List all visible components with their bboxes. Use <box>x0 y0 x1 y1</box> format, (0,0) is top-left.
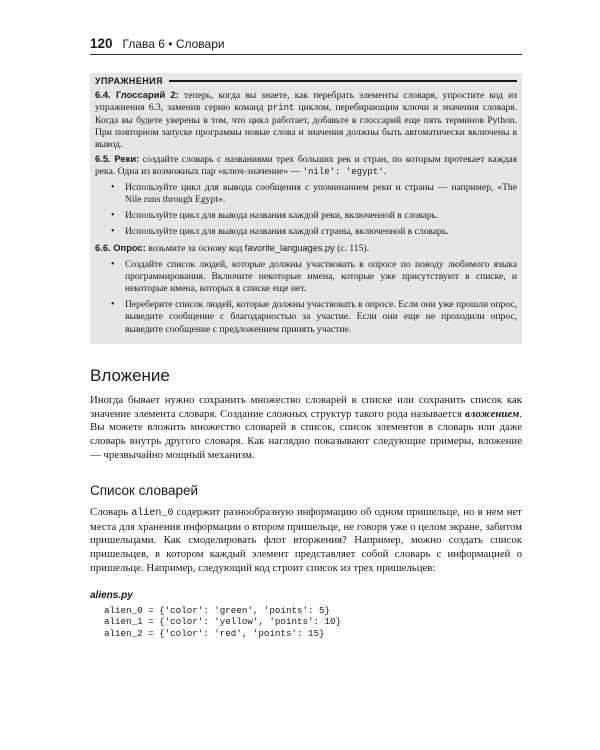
subsection-title: Список словарей <box>90 482 199 498</box>
code-block <box>104 605 522 640</box>
inline-code: alien_0 <box>131 507 174 519</box>
section-title: Вложение <box>90 365 170 385</box>
list-item: • Создайте список людей, которые должны участвовать в опросе по поводу любимого языка программирования. Включите некоторые имена, которые уже присутствуют в списке, и некоторые имена, которых в списке еще нет. <box>125 259 517 296</box>
exercise-6-4: 6.4. Глоссарий 2: теперь, когда вы знаете, как перебрать элементы словаря, упростите код из упражнения 6.3, заменив серию команд print циклом, перебирающим ключи и значения словаря. Когда вы будете уверены в том, что цикл работает, добавьте в глоссарий еще пять терминов Python. При повторном запуске программы новые слова и значения должны быть автоматически включены в вывод. <box>95 89 517 151</box>
list-item: • Используйте цикл для вывода названия каждой реки, включенной в словарь. <box>125 210 517 222</box>
subsection-paragraph: Словарь alien_0 содержит разнообразную информацию об одном пришельце, но в нем нет места для хранения информации о втором пришельце, не говоря уже о целом экране, забитом пришельцами. Как смоделировать флот вторжения? Например, можно создать список пришельцев, в котором каждый элемент представляет собой словарь с информацией о пришельце. Например, следующий код строит список из трех пришельцев: <box>90 505 522 575</box>
book-page <box>90 36 522 640</box>
list-item: • Используйте цикл для вывода названия каждой страны, включенной в словарь. <box>125 226 517 238</box>
exercise-6-5: 6.5. Реки: создайте словарь с названиями трех больших рек и стран, по которым протекает каждая река. Одна из возможных пар «ключ-значение» — 'nile': 'egypt'. <box>95 153 517 178</box>
exercise-title: 6.5. Реки: <box>95 153 140 165</box>
exercise-6-5-bullets <box>95 182 517 239</box>
inline-code: print <box>267 103 295 114</box>
exercises-heading: УПРАЖНЕНИЯ <box>95 75 517 87</box>
code-line: alien_0 = {'color': 'green', 'points': 5} <box>104 604 331 616</box>
exercise-6-6: 6.6. Опрос: возьмите за основу код favorite_languages.py (с. 115). <box>95 242 369 255</box>
exercises-box <box>90 73 522 344</box>
list-item: • Переберите список людей, которые должны участвовать в опросе. Если они уже прошли опрос, выведите сообщение с благодарностью за участие. Если они еще не проходили опрос, выведите сообщение с предложением принять участие. <box>125 299 517 336</box>
chapter-title: Глава 6 • Словари <box>122 37 225 51</box>
code-line: alien_2 = {'color': 'red', 'points': 15} <box>104 628 325 640</box>
code-line: alien_1 = {'color': 'yellow', 'points': 10} <box>104 616 342 628</box>
list-item: • Используйте цикл для вывода сообщения с упоминанием реки и страны — например, «The Nile runs through Egypt». <box>125 182 517 206</box>
code-filename: aliens.py <box>90 589 133 601</box>
page-number: 120 <box>90 36 113 51</box>
heading-rule <box>169 80 517 82</box>
exercise-6-6-bullets <box>95 259 517 336</box>
file-reference: favorite_languages.py <box>244 243 335 254</box>
running-header <box>90 36 522 55</box>
inline-code: 'nile': 'egypt' <box>302 167 384 178</box>
emphasis-term: вложением <box>464 407 520 420</box>
section-paragraph: Иногда бывает нужно сохранить множество словарей в списке или сохранить список как значение элемента словаря. Создание сложных структур такого рода называется вложением. Вы можете вложить множество словарей в список, список элементов в словарь или даже словарь внутрь другого словаря. Как наглядно показывают следующие примеры, вложение — чрезвычайно мощный механизм. <box>90 393 522 462</box>
exercise-title: 6.6. Опрос: <box>95 242 146 254</box>
exercise-title: 6.4. Глоссарий 2: <box>95 89 179 101</box>
